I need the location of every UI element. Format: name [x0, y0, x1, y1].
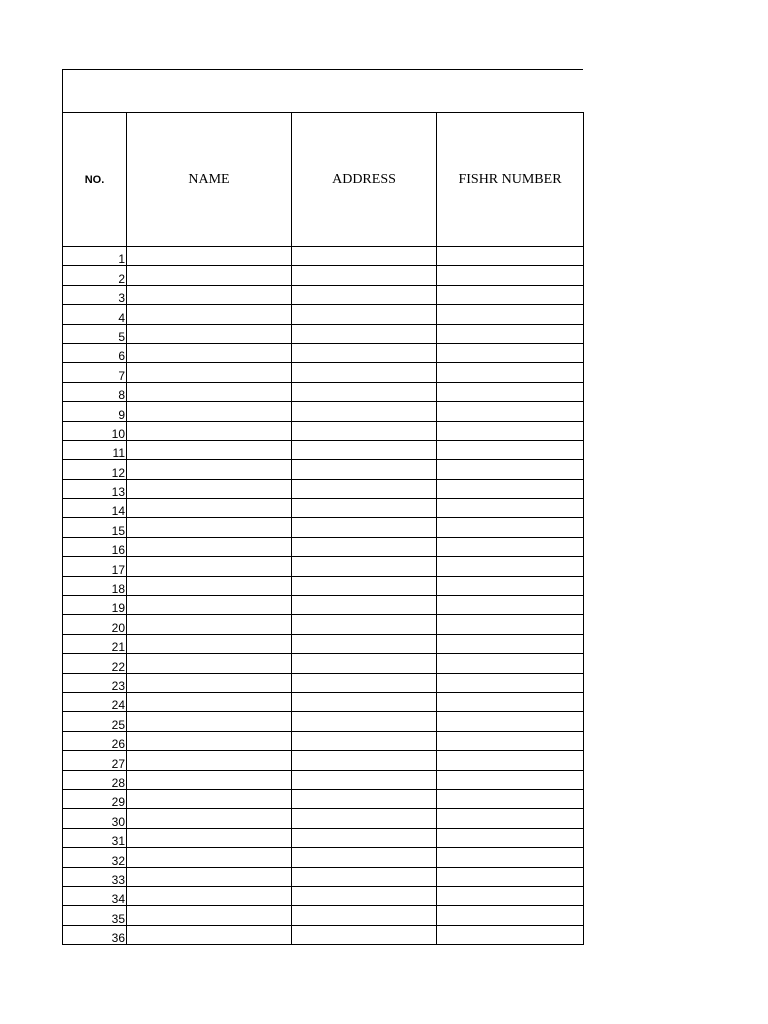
address-cell[interactable] [292, 285, 437, 304]
fisher-number-cell[interactable] [437, 809, 584, 828]
name-cell[interactable] [127, 537, 292, 556]
fisher-number-cell[interactable] [437, 692, 584, 711]
table-body [63, 247, 584, 945]
table-row [63, 421, 584, 440]
address-cell[interactable] [292, 460, 437, 479]
table-row [63, 247, 584, 266]
row-number: 20 [63, 615, 127, 634]
table-row [63, 712, 584, 731]
table-row [63, 402, 584, 421]
fisher-number-cell[interactable] [437, 576, 584, 595]
address-cell[interactable] [292, 712, 437, 731]
address-cell[interactable] [292, 654, 437, 673]
fisher-number-cell[interactable] [437, 828, 584, 847]
table-row [63, 828, 584, 847]
row-number: 17 [63, 557, 127, 576]
row-number: 1 [63, 247, 127, 266]
table-row [63, 363, 584, 382]
name-cell[interactable] [127, 809, 292, 828]
address-cell[interactable] [292, 537, 437, 556]
table-row [63, 557, 584, 576]
fisher-number-cell[interactable] [437, 886, 584, 905]
table-row [63, 925, 584, 944]
name-cell[interactable] [127, 499, 292, 518]
table-row [63, 285, 584, 304]
address-cell[interactable] [292, 809, 437, 828]
table-row [63, 576, 584, 595]
name-cell[interactable] [127, 692, 292, 711]
name-cell[interactable] [127, 247, 292, 266]
row-number: 26 [63, 731, 127, 750]
address-cell[interactable] [292, 266, 437, 285]
row-number: 27 [63, 751, 127, 770]
header-name: NAME [127, 113, 292, 247]
address-cell[interactable] [292, 324, 437, 343]
row-number: 25 [63, 712, 127, 731]
name-cell[interactable] [127, 789, 292, 808]
address-cell[interactable] [292, 343, 437, 362]
address-cell[interactable] [292, 440, 437, 459]
address-cell[interactable] [292, 886, 437, 905]
name-cell[interactable] [127, 731, 292, 750]
fisher-number-cell[interactable] [437, 343, 584, 362]
table-row [63, 305, 584, 324]
name-cell[interactable] [127, 751, 292, 770]
row-number: 9 [63, 402, 127, 421]
row-number: 36 [63, 925, 127, 944]
address-cell[interactable] [292, 731, 437, 750]
header-row [63, 113, 584, 247]
name-cell[interactable] [127, 266, 292, 285]
fisher-number-cell[interactable] [437, 402, 584, 421]
name-cell[interactable] [127, 402, 292, 421]
name-cell[interactable] [127, 343, 292, 362]
fisher-number-cell[interactable] [437, 615, 584, 634]
row-number: 19 [63, 596, 127, 615]
row-number: 22 [63, 654, 127, 673]
name-cell[interactable] [127, 324, 292, 343]
header-fisher-number: FISHR NUMBER [437, 113, 584, 247]
fisher-number-cell[interactable] [437, 285, 584, 304]
name-cell[interactable] [127, 596, 292, 615]
address-cell[interactable] [292, 499, 437, 518]
table-row [63, 867, 584, 886]
fisher-number-cell[interactable] [437, 518, 584, 537]
name-cell[interactable] [127, 576, 292, 595]
row-number: 2 [63, 266, 127, 285]
fisher-number-cell[interactable] [437, 848, 584, 867]
row-number: 3 [63, 285, 127, 304]
name-cell[interactable] [127, 654, 292, 673]
name-cell[interactable] [127, 867, 292, 886]
name-cell[interactable] [127, 440, 292, 459]
table-row [63, 266, 584, 285]
fisher-number-cell[interactable] [437, 440, 584, 459]
fisher-number-cell[interactable] [437, 789, 584, 808]
row-number: 6 [63, 343, 127, 362]
address-cell[interactable] [292, 596, 437, 615]
name-cell[interactable] [127, 925, 292, 944]
table-row [63, 848, 584, 867]
fisher-number-cell[interactable] [437, 712, 584, 731]
name-cell[interactable] [127, 712, 292, 731]
address-cell[interactable] [292, 770, 437, 789]
table-row [63, 499, 584, 518]
address-cell[interactable] [292, 479, 437, 498]
row-number: 30 [63, 809, 127, 828]
header-address: ADDRESS [292, 113, 437, 247]
row-number: 16 [63, 537, 127, 556]
address-cell[interactable] [292, 402, 437, 421]
fisher-number-cell[interactable] [437, 479, 584, 498]
table-row [63, 751, 584, 770]
fisher-number-cell[interactable] [437, 925, 584, 944]
row-number: 5 [63, 324, 127, 343]
fisher-number-cell[interactable] [437, 557, 584, 576]
row-number: 34 [63, 886, 127, 905]
address-cell[interactable] [292, 363, 437, 382]
address-cell[interactable] [292, 848, 437, 867]
row-number: 28 [63, 770, 127, 789]
name-cell[interactable] [127, 557, 292, 576]
fisher-number-cell[interactable] [437, 673, 584, 692]
address-cell[interactable] [292, 673, 437, 692]
table-row [63, 324, 584, 343]
header-no: NO. [63, 113, 127, 247]
title-band [62, 69, 583, 112]
fisher-number-cell[interactable] [437, 906, 584, 925]
address-cell[interactable] [292, 557, 437, 576]
row-number: 32 [63, 848, 127, 867]
name-cell[interactable] [127, 421, 292, 440]
table-row [63, 770, 584, 789]
row-number: 29 [63, 789, 127, 808]
row-number: 10 [63, 421, 127, 440]
row-number: 12 [63, 460, 127, 479]
address-cell[interactable] [292, 382, 437, 401]
table-row [63, 886, 584, 905]
name-cell[interactable] [127, 634, 292, 653]
name-cell[interactable] [127, 770, 292, 789]
address-cell[interactable] [292, 692, 437, 711]
fisher-number-cell[interactable] [437, 751, 584, 770]
table-row [63, 906, 584, 925]
table-row [63, 654, 584, 673]
table-row [63, 343, 584, 362]
row-number: 13 [63, 479, 127, 498]
table-row [63, 673, 584, 692]
name-cell[interactable] [127, 460, 292, 479]
fisher-number-cell[interactable] [437, 654, 584, 673]
table-row [63, 382, 584, 401]
fisher-number-cell[interactable] [437, 634, 584, 653]
table-row [63, 789, 584, 808]
address-cell[interactable] [292, 634, 437, 653]
row-number: 15 [63, 518, 127, 537]
row-number: 24 [63, 692, 127, 711]
fisher-number-cell[interactable] [437, 382, 584, 401]
table-row [63, 537, 584, 556]
address-cell[interactable] [292, 906, 437, 925]
row-number: 35 [63, 906, 127, 925]
row-number: 4 [63, 305, 127, 324]
address-cell[interactable] [292, 305, 437, 324]
fisher-number-cell[interactable] [437, 421, 584, 440]
fisher-number-cell[interactable] [437, 770, 584, 789]
row-number: 18 [63, 576, 127, 595]
row-number: 23 [63, 673, 127, 692]
name-cell[interactable] [127, 886, 292, 905]
name-cell[interactable] [127, 305, 292, 324]
fisher-number-cell[interactable] [437, 324, 584, 343]
address-cell[interactable] [292, 576, 437, 595]
table-row [63, 634, 584, 653]
table-row [63, 809, 584, 828]
table-row [63, 460, 584, 479]
fisher-number-cell[interactable] [437, 305, 584, 324]
address-cell[interactable] [292, 867, 437, 886]
address-cell[interactable] [292, 615, 437, 634]
table-row [63, 518, 584, 537]
row-number: 31 [63, 828, 127, 847]
name-cell[interactable] [127, 285, 292, 304]
fisher-number-cell[interactable] [437, 460, 584, 479]
address-cell[interactable] [292, 828, 437, 847]
fisher-number-cell[interactable] [437, 266, 584, 285]
table-row [63, 615, 584, 634]
table-row [63, 731, 584, 750]
row-number: 33 [63, 867, 127, 886]
name-cell[interactable] [127, 479, 292, 498]
row-number: 14 [63, 499, 127, 518]
address-cell[interactable] [292, 789, 437, 808]
address-cell[interactable] [292, 518, 437, 537]
name-cell[interactable] [127, 518, 292, 537]
table-row [63, 479, 584, 498]
fisher-number-cell[interactable] [437, 731, 584, 750]
address-cell[interactable] [292, 247, 437, 266]
row-number: 11 [63, 440, 127, 459]
address-cell[interactable] [292, 751, 437, 770]
fisher-number-cell[interactable] [437, 499, 584, 518]
name-cell[interactable] [127, 848, 292, 867]
name-cell[interactable] [127, 906, 292, 925]
name-cell[interactable] [127, 615, 292, 634]
fisher-number-cell[interactable] [437, 247, 584, 266]
table-row [63, 440, 584, 459]
name-cell[interactable] [127, 363, 292, 382]
table-row [63, 596, 584, 615]
address-cell[interactable] [292, 925, 437, 944]
address-cell[interactable] [292, 421, 437, 440]
fisher-number-cell[interactable] [437, 596, 584, 615]
fisher-number-cell[interactable] [437, 537, 584, 556]
table-row [63, 692, 584, 711]
fisher-table [62, 112, 584, 945]
name-cell[interactable] [127, 828, 292, 847]
registration-sheet [62, 69, 583, 945]
name-cell[interactable] [127, 673, 292, 692]
fisher-number-cell[interactable] [437, 867, 584, 886]
row-number: 8 [63, 382, 127, 401]
row-number: 21 [63, 634, 127, 653]
name-cell[interactable] [127, 382, 292, 401]
row-number: 7 [63, 363, 127, 382]
fisher-number-cell[interactable] [437, 363, 584, 382]
